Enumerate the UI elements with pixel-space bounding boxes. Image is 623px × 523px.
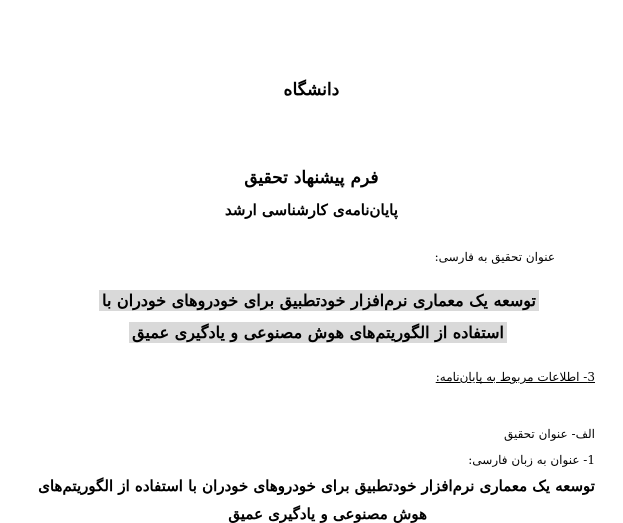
- body-title-line-1: توسعه یک معماری نرم‌افزار خودتطبیق برای خودروهای خودران با استفاده از الگوریتم‌های: [38, 477, 595, 495]
- section-3-heading: 3- اطلاعات مربوط به پایان‌نامه:: [435, 370, 595, 384]
- persian-title-label: عنوان تحقیق به فارسی:: [434, 250, 555, 264]
- university-name: دانشگاه: [283, 80, 340, 100]
- alef-heading: الف- عنوان تحقیق: [503, 427, 595, 441]
- form-title: فرم پیشنهاد تحقیق: [244, 168, 379, 188]
- highlighted-title-line-1: توسعه یک معماری نرم‌افزار خودتطبیق برای خودروهای خودران با: [99, 290, 539, 311]
- body-title-line-2: هوش مصنوعی و یادگیری عمیق: [228, 505, 427, 523]
- item-1-label: 1- عنوان به زبان فارسی:: [468, 453, 595, 467]
- form-subtitle: پایان‌نامه‌ی کارشناسی ارشد: [224, 201, 399, 219]
- highlighted-title-line-2: استفاده از الگوریتم‌های هوش مصنوعی و یادگیری عمیق: [129, 322, 507, 343]
